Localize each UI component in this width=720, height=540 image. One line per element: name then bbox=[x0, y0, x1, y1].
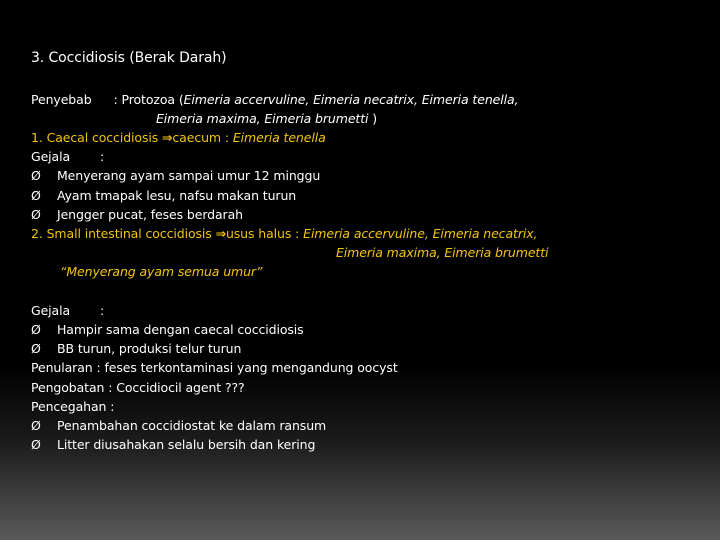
gejala-2-label-line bbox=[31, 303, 104, 319]
list-item-text: Ayam tmapak lesu, nafsu makan turun bbox=[57, 188, 297, 203]
slide-title: 3. Coccidiosis (Berak Darah) bbox=[31, 50, 227, 66]
small-species-1: Eimeria accervuline, Eimeria necatrix, bbox=[303, 226, 538, 241]
penyebab-line bbox=[31, 92, 518, 108]
small-heading-line bbox=[31, 226, 537, 242]
list-item bbox=[31, 207, 243, 223]
caecal-heading-line bbox=[31, 130, 326, 146]
pengobatan-line: Pengobatan : Coccidiocil agent ??? bbox=[31, 380, 245, 395]
bullet-icon: Ø bbox=[31, 207, 41, 222]
list-item bbox=[31, 168, 320, 184]
penularan-line: Penularan : feses terkontaminasi yang mengandung oocyst bbox=[31, 360, 398, 375]
list-item bbox=[31, 418, 326, 434]
bullet-icon: Ø bbox=[31, 437, 41, 452]
list-item bbox=[31, 437, 315, 453]
caecal-species: Eimeria tenella bbox=[232, 130, 326, 145]
caecal-heading: 1. Caecal coccidiosis bbox=[31, 130, 159, 145]
small-species-2: Eimeria maxima, Eimeria brumetti bbox=[336, 245, 549, 260]
list-item-text: Menyerang ayam sampai umur 12 minggu bbox=[57, 168, 321, 183]
gejala-2-colon: : bbox=[100, 303, 105, 318]
pencegahan-label: Pencegahan : bbox=[31, 399, 115, 414]
small-target: usus halus : bbox=[225, 226, 304, 241]
small-note: “Menyerang ayam semua umur” bbox=[60, 264, 263, 279]
arrow-icon: ⇒ bbox=[215, 226, 226, 241]
bullet-icon: Ø bbox=[31, 341, 41, 356]
bullet-icon: Ø bbox=[31, 418, 41, 433]
bullet-icon: Ø bbox=[31, 168, 41, 183]
list-item-text: Hampir sama dengan caecal coccidiosis bbox=[57, 322, 304, 337]
bullet-icon: Ø bbox=[31, 188, 41, 203]
penyebab-line-2 bbox=[156, 111, 377, 127]
list-item bbox=[31, 341, 241, 357]
caecal-target: caecum : bbox=[172, 130, 233, 145]
penyebab-species-1: Eimeria accervuline, Eimeria necatrix, Eimeria tenella, bbox=[183, 92, 519, 107]
penyebab-prefix: : Protozoa ( bbox=[113, 92, 184, 107]
arrow-icon: ⇒ bbox=[162, 130, 173, 145]
penyebab-label: Penyebab bbox=[31, 92, 92, 107]
list-item-text: BB turun, produksi telur turun bbox=[57, 341, 242, 356]
gejala-1-label-line bbox=[31, 149, 104, 165]
list-item-text: Jengger pucat, feses berdarah bbox=[57, 207, 243, 222]
penyebab-suffix: ) bbox=[368, 111, 378, 126]
list-item-text: Litter diusahakan selalu bersih dan kering bbox=[57, 437, 316, 452]
list-item bbox=[31, 322, 304, 338]
list-item-text: Penambahan coccidiostat ke dalam ransum bbox=[57, 418, 327, 433]
penyebab-species-2: Eimeria maxima, Eimeria brumetti bbox=[156, 111, 369, 126]
bullet-icon: Ø bbox=[31, 322, 41, 337]
gejala-1-colon: : bbox=[100, 149, 105, 164]
gejala-1-label: Gejala bbox=[31, 149, 71, 164]
small-heading: 2. Small intestinal coccidiosis bbox=[31, 226, 212, 241]
list-item bbox=[31, 188, 296, 204]
gejala-2-label: Gejala bbox=[31, 303, 71, 318]
